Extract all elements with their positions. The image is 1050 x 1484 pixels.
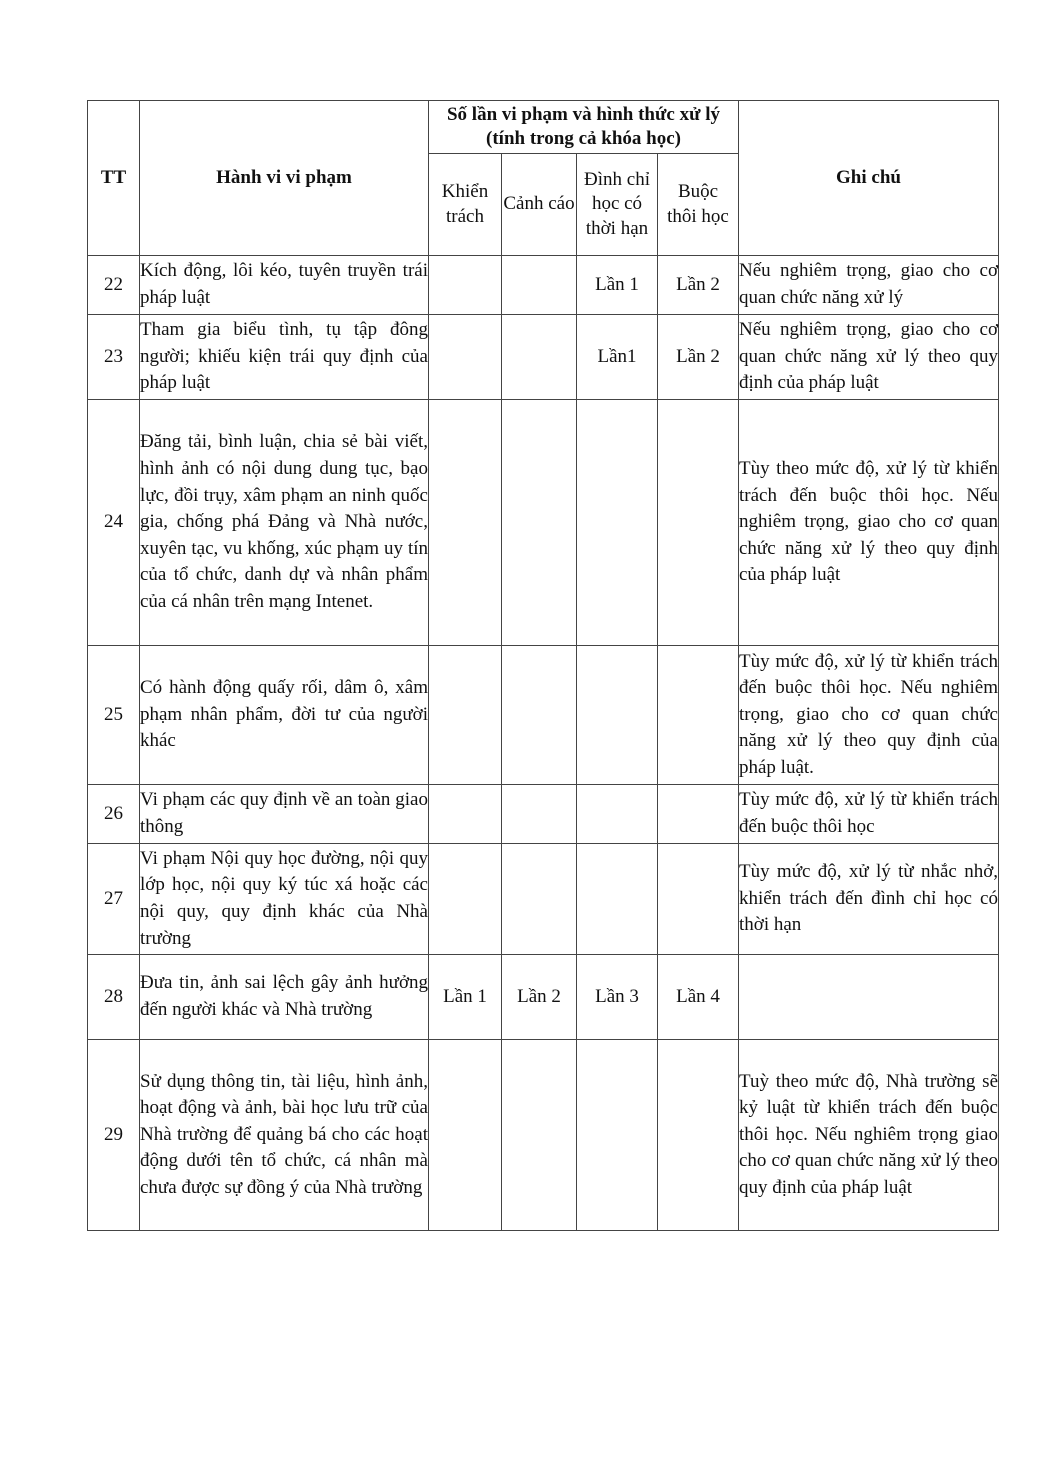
row-suspend: Lần 3 [577,955,658,1040]
row-suspend [577,844,658,955]
row-reprimand [429,844,502,955]
row-expel: Lần 2 [658,256,739,315]
header-notes: Ghi chú [739,101,999,256]
row-suspend [577,646,658,785]
row-expel [658,844,739,955]
row-expel: Lần 4 [658,955,739,1040]
row-behavior: Đăng tải, bình luận, chia sẻ bài viết, hình ảnh có nội dung dung tục, bạo lực, đồi trụy, xâm phạm an ninh quốc gia, chống phá Đảng và Nhà nước, xuyên tạc, vu khống, xúc phạm uy tín của tổ chức, danh dự và nhân phẩm của cá nhân trên mạng Intenet. [140,400,429,646]
row-reprimand [429,1040,502,1231]
header-warning: Cảnh cáo [502,154,577,256]
row-reprimand: Lần 1 [429,955,502,1040]
row-behavior: Tham gia biểu tình, tụ tập đông người; khiếu kiện trái quy định của pháp luật [140,315,429,400]
row-number: 24 [88,400,140,646]
row-behavior: Vi phạm các quy định về an toàn giao thông [140,785,429,844]
row-number: 28 [88,955,140,1040]
row-warning [502,256,577,315]
header-suspend: Đình chỉ học có thời hạn [577,154,658,256]
row-warning: Lần 2 [502,955,577,1040]
row-reprimand [429,646,502,785]
row-warning [502,785,577,844]
row-suspend [577,785,658,844]
row-expel [658,646,739,785]
row-suspend [577,400,658,646]
row-suspend [577,1040,658,1231]
row-warning [502,1040,577,1231]
row-reprimand [429,315,502,400]
row-number: 22 [88,256,140,315]
row-behavior: Có hành động quấy rối, dâm ô, xâm phạm nhân phẩm, đời tư của người khác [140,646,429,785]
row-expel [658,1040,739,1231]
row-number: 26 [88,785,140,844]
header-expel: Buộc thôi học [658,154,739,256]
header-reprimand: Khiển trách [429,154,502,256]
row-expel [658,400,739,646]
row-expel [658,785,739,844]
row-number: 23 [88,315,140,400]
header-penalty-group: Số lần vi phạm và hình thức xử lý (tính trong cả khóa học) [429,101,739,154]
row-number: 29 [88,1040,140,1231]
row-behavior: Sử dụng thông tin, tài liệu, hình ảnh, hoạt động và ảnh, bài học lưu trữ của Nhà trường để quảng bá cho các hoạt động dưới tên tổ chức, cá nhân mà chưa được sự đồng ý của Nhà trường [140,1040,429,1231]
table-row [88,400,999,646]
row-expel: Lần 2 [658,315,739,400]
row-reprimand [429,256,502,315]
violation-table [87,100,999,1231]
row-behavior: Vi phạm Nội quy học đường, nội quy lớp học, nội quy ký túc xá hoặc các nội quy, quy định khác của Nhà trường [140,844,429,955]
row-note: Nếu nghiêm trọng, giao cho cơ quan chức năng xử lý theo quy định của pháp luật [739,315,999,400]
table-row [88,955,999,1040]
row-behavior: Đưa tin, ảnh sai lệch gây ảnh hưởng đến người khác và Nhà trường [140,955,429,1040]
table-row [88,646,999,785]
row-warning [502,844,577,955]
row-suspend: Lần1 [577,315,658,400]
table-row [88,785,999,844]
row-note: Tùy theo mức độ, xử lý từ khiển trách đến buộc thôi học. Nếu nghiêm trọng, giao cho cơ quan chức năng xử lý theo quy định của pháp luật [739,400,999,646]
header-behavior: Hành vi vi phạm [140,101,429,256]
row-note [739,955,999,1040]
row-number: 27 [88,844,140,955]
row-warning [502,400,577,646]
row-suspend: Lần 1 [577,256,658,315]
row-note: Tùy mức độ, xử lý từ khiển trách đến buộc thôi học [739,785,999,844]
row-note: Nếu nghiêm trọng, giao cho cơ quan chức năng xử lý [739,256,999,315]
row-warning [502,646,577,785]
row-note: Tùy mức độ, xử lý từ nhắc nhở, khiển trách đến đình chỉ học có thời hạn [739,844,999,955]
row-note: Tuỳ theo mức độ, Nhà trường sẽ kỷ luật từ khiển trách đến buộc thôi học. Nếu nghiêm trọng giao cho cơ quan chức năng xử lý theo quy định của pháp luật [739,1040,999,1231]
table-row [88,1040,999,1231]
table-row [88,844,999,955]
row-number: 25 [88,646,140,785]
row-note: Tùy mức độ, xử lý từ khiển trách đến buộc thôi học. Nếu nghiêm trọng, giao cho cơ quan chức năng xử lý theo quy định của pháp luật. [739,646,999,785]
table-row [88,315,999,400]
row-reprimand [429,785,502,844]
header-tt: TT [88,101,140,256]
table-row [88,256,999,315]
row-reprimand [429,400,502,646]
row-warning [502,315,577,400]
row-behavior: Kích động, lôi kéo, tuyên truyền trái pháp luật [140,256,429,315]
